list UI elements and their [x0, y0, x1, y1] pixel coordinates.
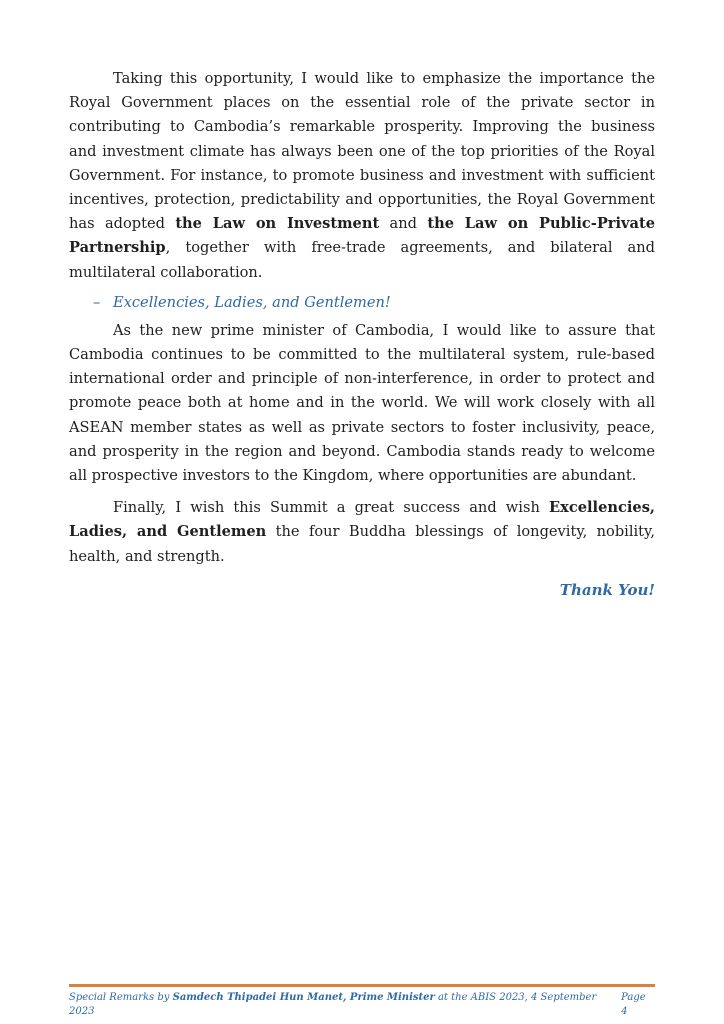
salutation	[93, 291, 655, 315]
footer-prefix: Special Remarks by	[69, 992, 173, 1003]
page-number: Page 4	[621, 992, 646, 1017]
footer-suffix: at the ABIS 2023, 4 September 2023	[69, 992, 597, 1017]
paragraph-text: , together with free-trade agreements, and bilateral and multilateral collaboration.	[69, 239, 655, 281]
speech-body	[69, 67, 655, 601]
thank-you: Thank You!	[559, 580, 655, 599]
paragraph-text: Taking this opportunity, I would like to emphasize the importance the Royal Government places on the essential role of the private sector in contributing to Cambodia’s remarkable prosperity. Improving the business and investment climate has always been one of the top priorities of the Royal Government. For instance, to promote business and investment with sufficient incentives, protection, predictability and opportunities, the Royal Government has adopted	[69, 70, 655, 233]
salutation-dash: –	[93, 293, 101, 311]
salutation-text: Excellencies, Ladies, and Gentlemen!	[113, 293, 391, 311]
paragraph-text: the four Buddha blessings of longevity, nobility, health, and strength.	[69, 523, 655, 565]
excellencies-bold: Excellencies, Ladies, and Gentlemen	[69, 499, 655, 541]
footer-caption	[69, 991, 621, 1019]
footer	[69, 991, 655, 1019]
paragraph-closing-wishes	[69, 496, 655, 569]
law-on-investment: the Law on Investment	[175, 215, 380, 233]
footer-speaker: Samdech Thipadei Hun Manet, Prime Minister	[172, 992, 435, 1003]
footer-rule	[69, 984, 655, 987]
paragraph-text: Finally, I wish this Summit a great success and wish	[113, 499, 549, 517]
law-on-ppp: the Law on Public-Private Partnership	[69, 215, 655, 257]
paragraph-commitment: As the new prime minister of Cambodia, I would like to assure that Cambodia continues to be committed to the multilateral system, rule-based international order and principle of non-interference, in order to protect and promote peace both at home and in the world. We will work closely with all ASEAN member states as well as private sectors to foster inclusivity, peace, and prosperity in the region and beyond. Cambodia stands ready to welcome all prospective investors to the Kingdom, where opportunities are abundant.	[69, 321, 655, 485]
paragraph-private-sector	[69, 67, 655, 285]
paragraph-text: and	[379, 215, 428, 233]
